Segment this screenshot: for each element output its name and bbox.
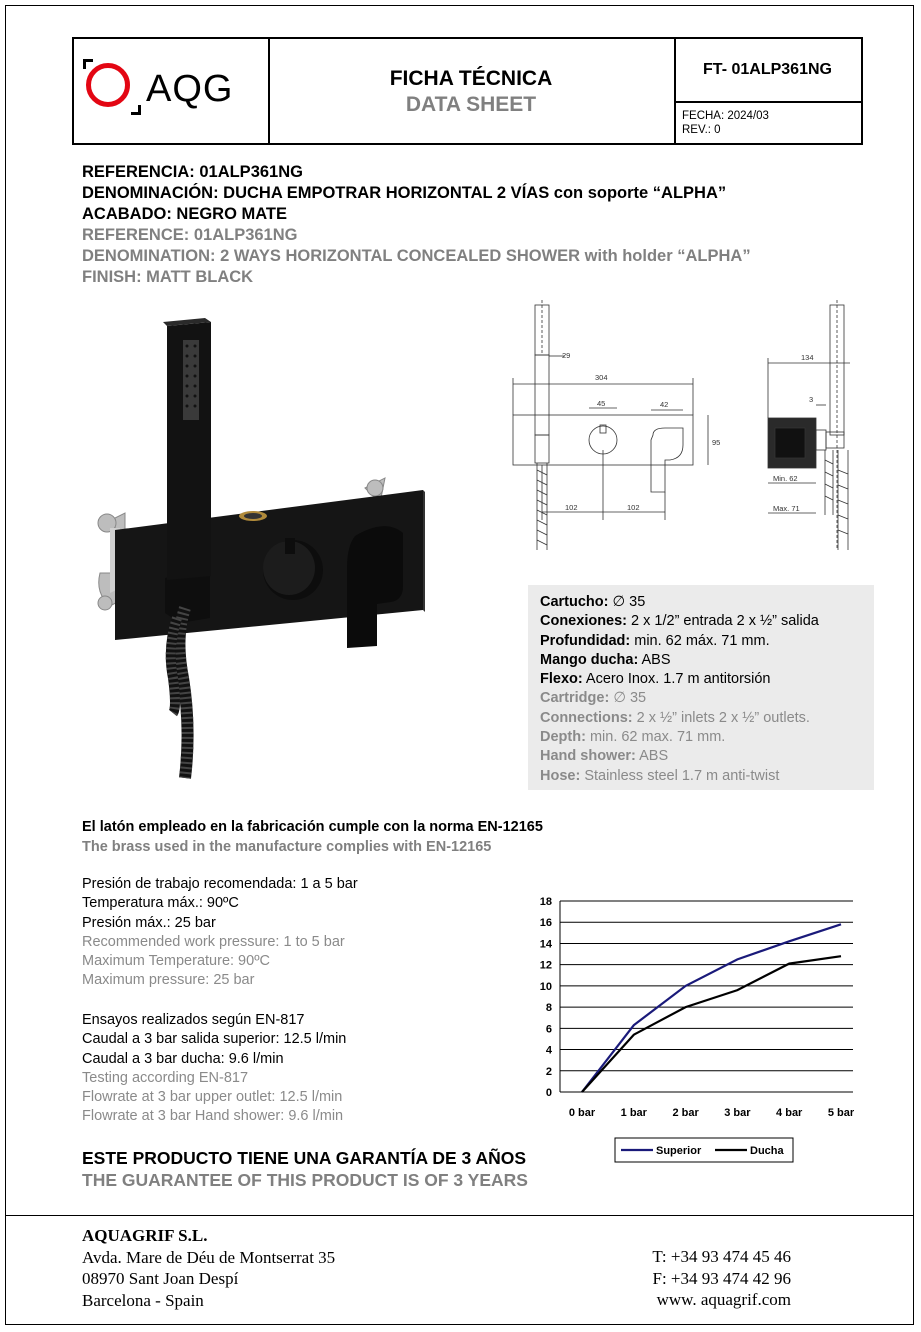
dim-lever: 42 <box>660 400 669 409</box>
document-date: FECHA: 2024/03 <box>682 110 769 122</box>
pressure-en-0: Recommended work pressure: 1 to 5 bar <box>82 933 345 950</box>
norm-en: The brass used in the manufacture complies with EN-12165 <box>82 838 492 855</box>
spec-connections-es: Conexiones: 2 x 1/2” entrada 2 x ½” salida <box>540 613 819 630</box>
finish-es: ACABADO: NEGRO MATE <box>82 205 288 223</box>
x-tick-label: 2 bar <box>672 1107 699 1119</box>
x-tick-label: 5 bar <box>827 1107 855 1119</box>
y-tick-label: 14 <box>539 938 552 951</box>
spec-handshower-es: Mango ducha: ABS <box>540 651 671 668</box>
title-en: DATA SHEET <box>405 93 537 116</box>
company-address-2: Barcelona - Spain <box>82 1290 204 1310</box>
document-code: FT- 01ALP361NG <box>674 39 861 103</box>
tests-en-2: Flowrate at 3 bar Hand shower: 9.6 l/min <box>82 1108 344 1125</box>
dim-square: 29 <box>562 351 571 360</box>
norm-block <box>82 818 543 857</box>
guarantee-en: THE GUARANTEE OF THIS PRODUCT IS OF 3 YEARS <box>82 1170 528 1190</box>
spec-hose-en: Hose: Stainless steel 1.7 m anti-twist <box>540 767 780 784</box>
company-name: AQUAGRIF S.L. <box>82 1226 208 1245</box>
spec-hose-es: Flexo: Acero Inox. 1.7 m antitorsión <box>540 671 771 688</box>
tests-es-2: Caudal a 3 bar ducha: 9.6 l/min <box>82 1050 284 1067</box>
y-tick-label: 12 <box>539 959 552 972</box>
title-es: FICHA TÉCNICA <box>389 67 553 90</box>
company-phone: T: +34 93 474 45 46 <box>652 1247 791 1266</box>
norm-es: El latón empleado en la fabricación cumple con la norma EN-12165 <box>82 819 543 835</box>
spec-handshower-en: Hand shower: ABS <box>540 748 669 765</box>
x-tick-label: 1 bar <box>620 1107 647 1119</box>
spec-depth-es: Profundidad: min. 62 máx. 71 mm. <box>540 632 770 649</box>
x-tick-label: 4 bar <box>776 1107 803 1119</box>
pressure-es-2: Presión máx.: 25 bar <box>82 914 216 931</box>
logo-frame-icon <box>83 59 141 115</box>
tests-es-0: Ensayos realizados según EN-817 <box>82 1012 305 1028</box>
finish-en: FINISH: MATT BLACK <box>82 268 254 286</box>
y-tick-label: 6 <box>545 1023 552 1036</box>
spec-connections-en: Connections: 2 x ½” inlets 2 x ½” outlets. <box>540 709 810 726</box>
y-tick-label: 16 <box>539 917 552 930</box>
technical-drawing <box>505 300 860 555</box>
denomination-es: DENOMINACIÓN: DUCHA EMPOTRAR HORIZONTAL 2 VÍAS con soporte “ALPHA” <box>82 184 727 202</box>
y-tick-label: 0 <box>545 1087 552 1099</box>
document-meta <box>682 109 769 137</box>
x-tick-label: 3 bar <box>724 1107 751 1119</box>
pressure-en-2: Maximum pressure: 25 bar <box>82 972 255 989</box>
y-tick-label: 10 <box>539 980 552 993</box>
flow-chart <box>515 890 865 1170</box>
document-revision: REV.: 0 <box>682 124 721 136</box>
legend-label-ducha: Ducha <box>750 1145 784 1157</box>
y-tick-label: 8 <box>545 1002 552 1015</box>
footer-divider <box>5 1215 914 1216</box>
x-tick-label: 0 bar <box>568 1107 596 1119</box>
contact-block <box>652 1246 791 1311</box>
company-address-1: 08970 Sant Joan Despí <box>82 1269 239 1288</box>
y-tick-label: 4 <box>545 1044 552 1057</box>
company-block <box>82 1225 335 1311</box>
tests-block <box>82 1011 346 1127</box>
reference-es: REFERENCIA: 01ALP361NG <box>82 163 303 181</box>
reference-block <box>82 162 751 288</box>
title-cell <box>268 39 676 143</box>
spec-cartridge-en: Cartridge: ∅ 35 <box>540 690 647 707</box>
dim-width: 304 <box>595 373 608 382</box>
specs-box <box>528 585 874 790</box>
product-image <box>85 318 430 788</box>
pressure-es-0: Presión de trabajo recomendada: 1 a 5 bar <box>82 876 358 892</box>
denomination-en: DENOMINATION: 2 WAYS HORIZONTAL CONCEALED SHOWER with holder “ALPHA” <box>82 247 751 265</box>
legend-label-superior: Superior <box>656 1145 702 1157</box>
header-table <box>72 37 863 145</box>
dim-spacing-left: 102 <box>565 503 578 512</box>
dim-side-width: 134 <box>801 353 814 362</box>
dim-min-depth: Min. 62 <box>773 474 798 483</box>
company-address-0: Avda. Mare de Déu de Montserrat 35 <box>82 1247 336 1267</box>
guarantee-block <box>82 1147 528 1191</box>
logo-cell <box>74 39 270 143</box>
series-line-superior <box>582 924 841 1092</box>
dim-spacing-right: 102 <box>627 503 640 512</box>
guarantee-es: ESTE PRODUCTO TIENE UNA GARANTÍA DE 3 AÑOS <box>82 1148 527 1168</box>
dim-max-depth: Max. 71 <box>773 504 800 513</box>
pressure-block <box>82 875 358 991</box>
dim-side-small: 3 <box>809 395 814 404</box>
y-tick-label: 2 <box>545 1065 552 1078</box>
y-tick-label: 18 <box>539 896 552 908</box>
reference-en: REFERENCE: 01ALP361NG <box>82 226 298 244</box>
pressure-en-1: Maximum Temperature: 90ºC <box>82 953 270 970</box>
tests-en-1: Flowrate at 3 bar upper outlet: 12.5 l/min <box>82 1089 343 1106</box>
spec-depth-en: Depth: min. 62 max. 71 mm. <box>540 729 726 746</box>
company-web[interactable]: www. aquagrif.com <box>656 1290 791 1309</box>
logo-text: AQG <box>146 68 234 110</box>
series-line-ducha <box>582 956 841 1092</box>
spec-cartridge-es: Cartucho: ∅ 35 <box>540 594 646 610</box>
pressure-es-1: Temperatura máx.: 90ºC <box>82 895 239 912</box>
dim-diameter: 45 <box>597 399 606 408</box>
company-fax: F: +34 93 474 42 96 <box>652 1268 791 1288</box>
dim-height: 95 <box>712 438 721 447</box>
tests-en-0: Testing according EN-817 <box>82 1069 249 1086</box>
tests-es-1: Caudal a 3 bar salida superior: 12.5 l/min <box>82 1031 347 1048</box>
